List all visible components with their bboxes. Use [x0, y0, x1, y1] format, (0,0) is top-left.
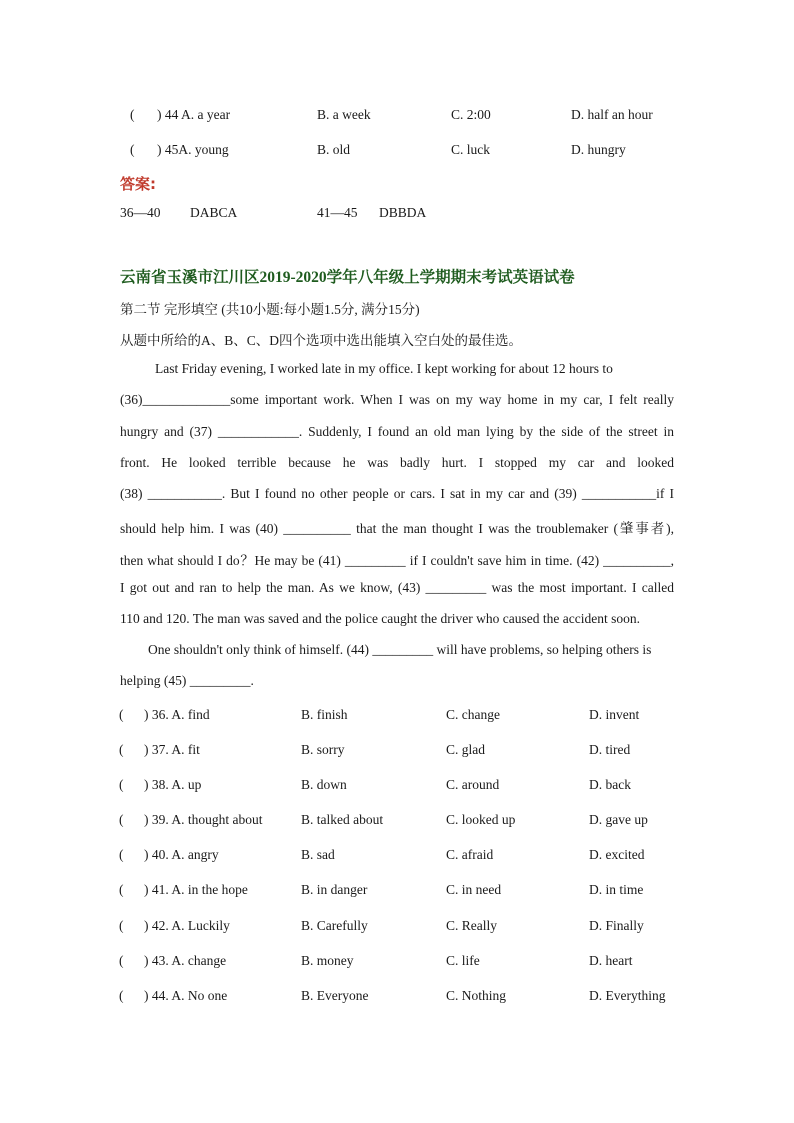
passage-line: then what should I do？He may be (41) _________ if I couldn't save him in time. (42) __________, [120, 553, 674, 568]
passage-line: helping (45) _________. [120, 673, 254, 688]
passage-line: (36)_____________some important work. When I was on my way home in my car, I felt really [120, 392, 674, 407]
passage-line: One shouldn't only think of himself. (44) _________ will have problems, so helping others is [148, 642, 652, 657]
answer-paren: ( [130, 142, 135, 157]
passage-line: (38) ___________. But I found no other people or cars. I sat in my car and (39) ___________if I [120, 486, 674, 501]
question-option-d: D. invent [589, 707, 640, 722]
question-option-a: ) 40. A. angry [144, 847, 219, 862]
question-option-c: C. afraid [446, 847, 494, 862]
passage-line: I got out and ran to help the man. As we know, (43) _________ was the most important. I called [120, 580, 674, 595]
question-option-c: C. looked up [446, 812, 516, 827]
question-option-a: ) 39. A. thought about [144, 812, 263, 827]
question-option-a: ) 36. A. find [144, 707, 210, 722]
passage-line: should help him. I was (40) __________ that the man thought I was the troublemaker (肇事者), [120, 521, 674, 536]
answer-range: 41—45 [317, 205, 358, 220]
question-option-a: ) 43. A. change [144, 953, 227, 968]
question-option-c: C. Really [446, 918, 497, 933]
question-option-b: B. old [317, 142, 351, 157]
answer-paren: ( [119, 742, 124, 757]
question-option-b: B. down [301, 777, 347, 792]
question-option-a: ) 44 A. a year [157, 107, 231, 122]
passage-line: hungry and (37) ____________. Suddenly, I found an old man lying by the side of the street in [120, 424, 674, 439]
question-option-d: D. excited [589, 847, 645, 862]
question-option-b: B. Everyone [301, 988, 369, 1003]
answer-paren: ( [119, 882, 124, 897]
answer-range: 36—40 [120, 205, 161, 220]
question-option-d: D. heart [589, 953, 633, 968]
question-option-b: B. money [301, 953, 354, 968]
question-option-d: D. in time [589, 882, 644, 897]
answer-paren: ( [119, 812, 124, 827]
answer-letters: DABCA [190, 205, 238, 220]
answer-paren: ( [119, 777, 124, 792]
section-title: 云南省玉溪市江川区2019-2020学年八年级上学期期末考试英语试卷 [120, 269, 575, 286]
question-option-d: D. tired [589, 742, 631, 757]
question-option-b: B. sad [301, 847, 335, 862]
question-option-d: D. Finally [589, 918, 644, 933]
question-option-a: ) 41. A. in the hope [144, 882, 248, 897]
instruction: 从题中所给的A、B、C、D四个选项中选出能填入空白处的最佳选。 [120, 333, 523, 348]
question-option-c: C. change [446, 707, 500, 722]
passage-line: front. He looked terrible because he was badly hurt. I stopped my car and looked [120, 455, 674, 470]
answer-paren: ( [119, 918, 124, 933]
question-option-c: C. luck [451, 142, 490, 157]
passage-line: Last Friday evening, I worked late in my office. I kept working for about 12 hours to [155, 361, 613, 376]
answer-label: 答案: [120, 175, 156, 193]
question-option-d: D. back [589, 777, 631, 792]
question-option-d: D. half an hour [571, 107, 653, 122]
question-option-d: D. hungry [571, 142, 626, 157]
question-option-a: ) 45A. young [157, 142, 229, 157]
question-option-b: B. a week [317, 107, 371, 122]
answer-paren: ( [119, 953, 124, 968]
answer-paren: ( [119, 847, 124, 862]
question-option-b: B. finish [301, 707, 348, 722]
question-option-d: D. Everything [589, 988, 666, 1003]
question-option-c: C. Nothing [446, 988, 507, 1003]
answer-paren: ( [130, 107, 135, 122]
question-option-c: C. life [446, 953, 480, 968]
question-option-d: D. gave up [589, 812, 648, 827]
answer-letters: DBBDA [379, 205, 427, 220]
question-option-b: B. in danger [301, 882, 368, 897]
answer-paren: ( [119, 707, 124, 722]
question-option-b: B. sorry [301, 742, 345, 757]
section-subtitle: 第二节 完形填空 (共10小题:每小题1.5分, 满分15分) [120, 302, 420, 317]
question-option-a: ) 44. A. No one [144, 988, 228, 1003]
question-option-b: B. Carefully [301, 918, 368, 933]
question-option-c: C. in need [446, 882, 502, 897]
passage-line: 110 and 120. The man was saved and the police caught the driver who caused the accident soon. [120, 611, 640, 626]
answer-paren: ( [119, 988, 124, 1003]
question-option-a: ) 42. A. Luckily [144, 918, 230, 933]
question-option-c: C. glad [446, 742, 485, 757]
question-option-c: C. 2:00 [451, 107, 491, 122]
question-option-a: ) 37. A. fit [144, 742, 200, 757]
question-option-b: B. talked about [301, 812, 384, 827]
question-option-c: C. around [446, 777, 500, 792]
question-option-a: ) 38. A. up [144, 777, 202, 792]
